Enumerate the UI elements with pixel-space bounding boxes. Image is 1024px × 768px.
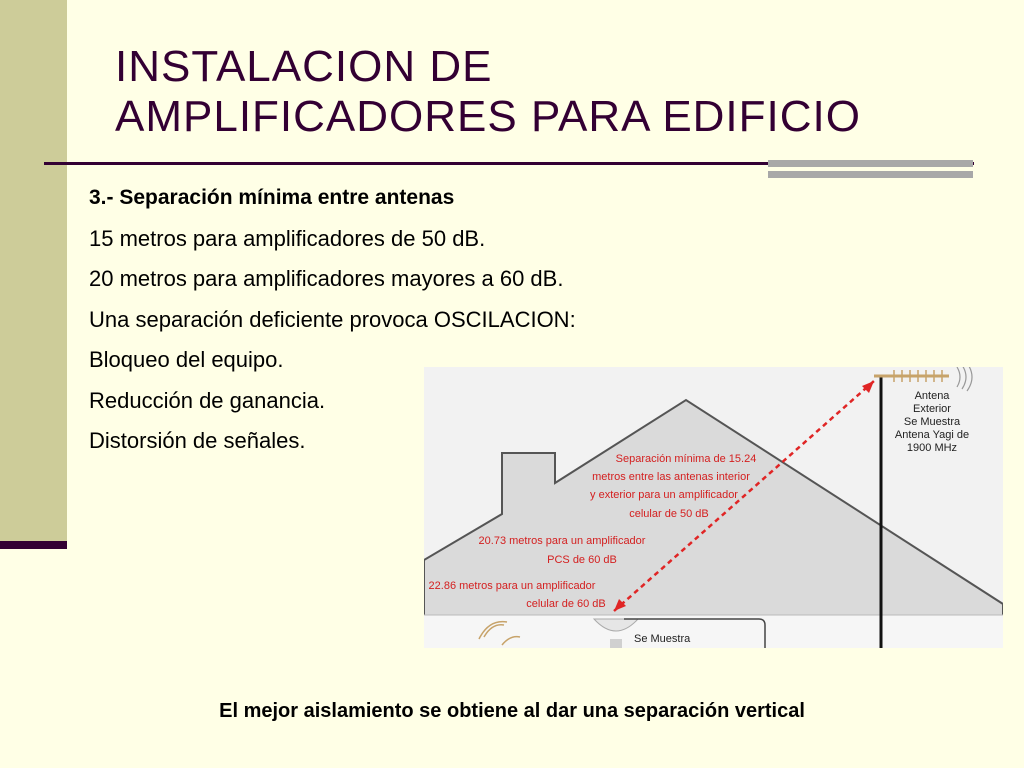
arrow-head-top — [862, 381, 874, 393]
left-decor-stripe — [0, 541, 67, 549]
building-antenna-diagram — [424, 367, 1003, 648]
body-line: 20 metros para amplificadores mayores a 60 dB. — [89, 266, 564, 291]
left-decor-band — [0, 0, 67, 545]
title-line-1: INSTALACION DE — [115, 42, 493, 91]
body-line: Bloqueo del equipo. — [89, 347, 284, 372]
body-line: 15 metros para amplificadores de 50 dB. — [89, 225, 486, 251]
title-line-2: AMPLIFICADORES PARA EDIFICIO — [115, 92, 861, 141]
diagram-svg — [424, 367, 1003, 648]
sep50-label-1: Separación mínima de 15.24 — [615, 453, 757, 465]
slide-footer: El mejor aislamiento se obtiene al dar una separación vertical — [219, 700, 805, 722]
exterior-label-1: Antena — [914, 390, 950, 402]
slide-title — [115, 42, 995, 142]
signal-waves-icon — [957, 367, 972, 391]
exterior-label-3: Se Muestra — [903, 416, 961, 428]
sep50-label-4: celular de 50 dB — [629, 508, 709, 520]
exterior-label-4: Antena Yagi de — [894, 429, 970, 441]
sep-pcs-label-1: 20.73 metros para un amplificador — [478, 535, 646, 547]
sep-cel-label-2: celular de 60 dB — [526, 598, 606, 610]
divider-accent-1 — [768, 160, 973, 167]
ceiling-band — [424, 615, 1003, 648]
exterior-label-2: Exterior — [913, 403, 951, 415]
body-line: Reducción de ganancia. — [89, 387, 326, 413]
dome-antenna-base — [610, 639, 622, 648]
sep-pcs-label-2: PCS de 60 dB — [547, 554, 617, 566]
sep50-label-3: y exterior para un amplificador — [590, 489, 738, 501]
interior-antenna-label: Se Muestra — [634, 633, 691, 645]
body-line: Distorsión de señales. — [89, 428, 306, 453]
sep50-label-2: metros entre las antenas interior — [592, 471, 750, 483]
exterior-label-5: 1900 MHz — [906, 442, 958, 454]
body-line: Una separación deficiente provoca OSCILACION: — [89, 306, 576, 332]
divider-accent-2 — [768, 171, 973, 178]
section-heading: 3.- Separación mínima entre antenas — [89, 186, 455, 209]
sep-cel-label-1: 22.86 metros para un amplificador — [428, 580, 596, 592]
